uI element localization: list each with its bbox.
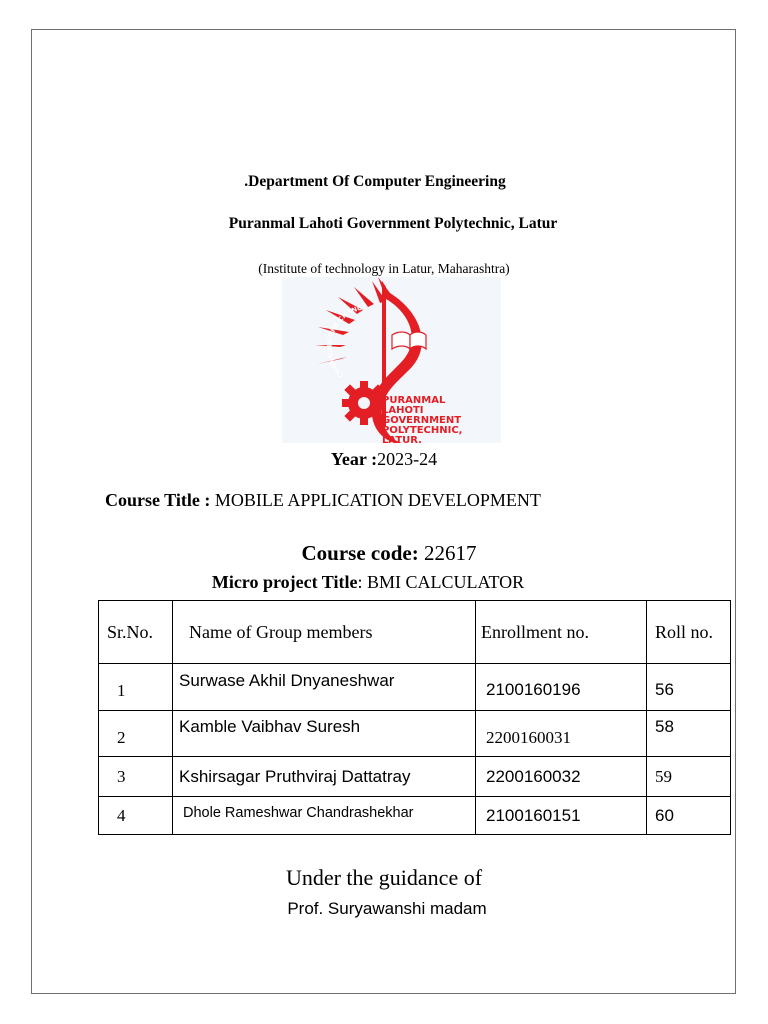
course-title [105, 490, 541, 511]
college-logo [282, 277, 501, 443]
table-row [99, 664, 731, 711]
cell-enrollment: 2100160151 [476, 797, 647, 835]
guidance-heading: Under the guidance of [285, 865, 483, 890]
cell-name: Dhole Rameshwar Chandrashekhar [173, 797, 476, 835]
course-title-value: MOBILE APPLICATION DEVELOPMENT [214, 490, 541, 510]
logo-line-4: POLYTECHNIC, [382, 425, 463, 436]
institute-location: (Institute of technology in Latur, Maharashtra) [258, 261, 510, 276]
course-code-value: 22617 [423, 541, 477, 565]
guide-name: Prof. Suryawanshi madam [287, 899, 487, 918]
course-code [0, 541, 768, 566]
table-header-row [99, 601, 731, 664]
cell-enrollment: 2200160031 [476, 711, 647, 757]
micro-project-value: : BMI CALCULATOR [357, 572, 525, 592]
micro-project-label: Micro project Title [211, 572, 358, 592]
header-sr-no: Sr.No. [99, 601, 173, 664]
department-heading: .Department Of Computer Engineering [244, 173, 506, 190]
year-label: Year : [330, 449, 378, 469]
header-enrollment: Enrollment no. [476, 601, 647, 664]
cell-enrollment: 2100160196 [476, 664, 647, 711]
cell-name: Kshirsagar Pruthviraj Dattatray [173, 757, 476, 797]
academic-year [0, 449, 768, 470]
cell-sr: 1 [99, 664, 173, 711]
cell-name: Kamble Vaibhav Suresh [173, 711, 476, 757]
year-value: 2023-24 [377, 449, 438, 469]
micro-project-title [0, 572, 736, 593]
logo-line-3: GOVERNMENT [382, 415, 462, 426]
cell-roll: 58 [647, 711, 731, 757]
header-name: Name of Group members [173, 601, 476, 664]
header-roll-no: Roll no. [647, 601, 731, 664]
cell-name: Surwase Akhil Dnyaneshwar [173, 664, 476, 711]
cell-roll: 59 [647, 757, 731, 797]
cell-sr: 3 [99, 757, 173, 797]
table-row [99, 711, 731, 757]
course-code-label: Course code: [301, 541, 424, 565]
cell-roll: 60 [647, 797, 731, 835]
svg-text:CHANGING THE CHANGE [326, 303, 368, 379]
cell-roll: 56 [647, 664, 731, 711]
logo-line-1: PURANMAL [382, 395, 446, 406]
logo-motto: CHANGING THE CHANGE [325, 302, 368, 380]
cell-sr: 2 [99, 711, 173, 757]
logo-line-5: LATUR. [382, 435, 422, 443]
table-row [99, 757, 731, 797]
institute-name: Puranmal Lahoti Government Polytechnic, Latur [228, 215, 558, 232]
course-title-label: Course Title : [105, 490, 215, 510]
cell-sr: 4 [99, 797, 173, 835]
cell-enrollment: 2200160032 [476, 757, 647, 797]
logo-line-2: LAHOTI [382, 405, 424, 416]
table-row [99, 797, 731, 835]
group-members-table [98, 600, 731, 835]
